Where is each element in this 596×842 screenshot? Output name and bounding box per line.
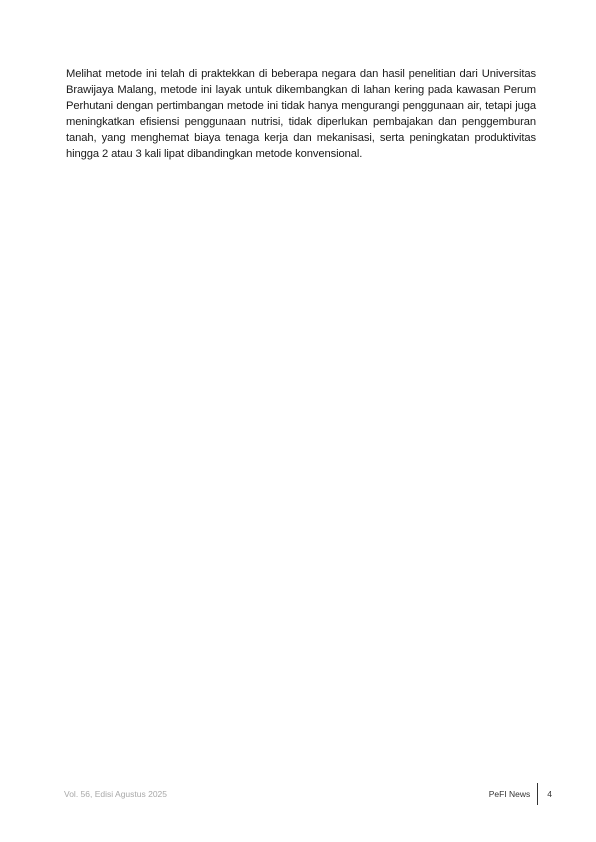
- footer-edition: Vol. 56, Edisi Agustus 2025: [64, 789, 168, 799]
- footer-publication-block: [489, 783, 552, 805]
- footer-divider: [537, 783, 538, 805]
- footer-publication-name: PeFI News: [488, 789, 531, 799]
- body-paragraph: Melihat metode ini telah di praktekkan di beberapa negara dan hasil penelitian dari Universitas Brawijaya Malang, metode ini layak untuk dikembangkan di lahan kering pada kawasan Perum Perhutani dengan pertimbangan metode ini tidak hanya mengurangi penggunaan air, tetapi juga meningkatkan efisiensi penggunaan nutrisi, tidak diperlukan pembajakan dan penggemburan tanah, yang menghemat biaya tenaga kerja dan mekanisasi, serta peningkatan produktivitas hingga 2 atau 3 kali lipat dibandingkan metode konvensional.: [66, 68, 536, 160]
- page-number: 4: [547, 789, 552, 799]
